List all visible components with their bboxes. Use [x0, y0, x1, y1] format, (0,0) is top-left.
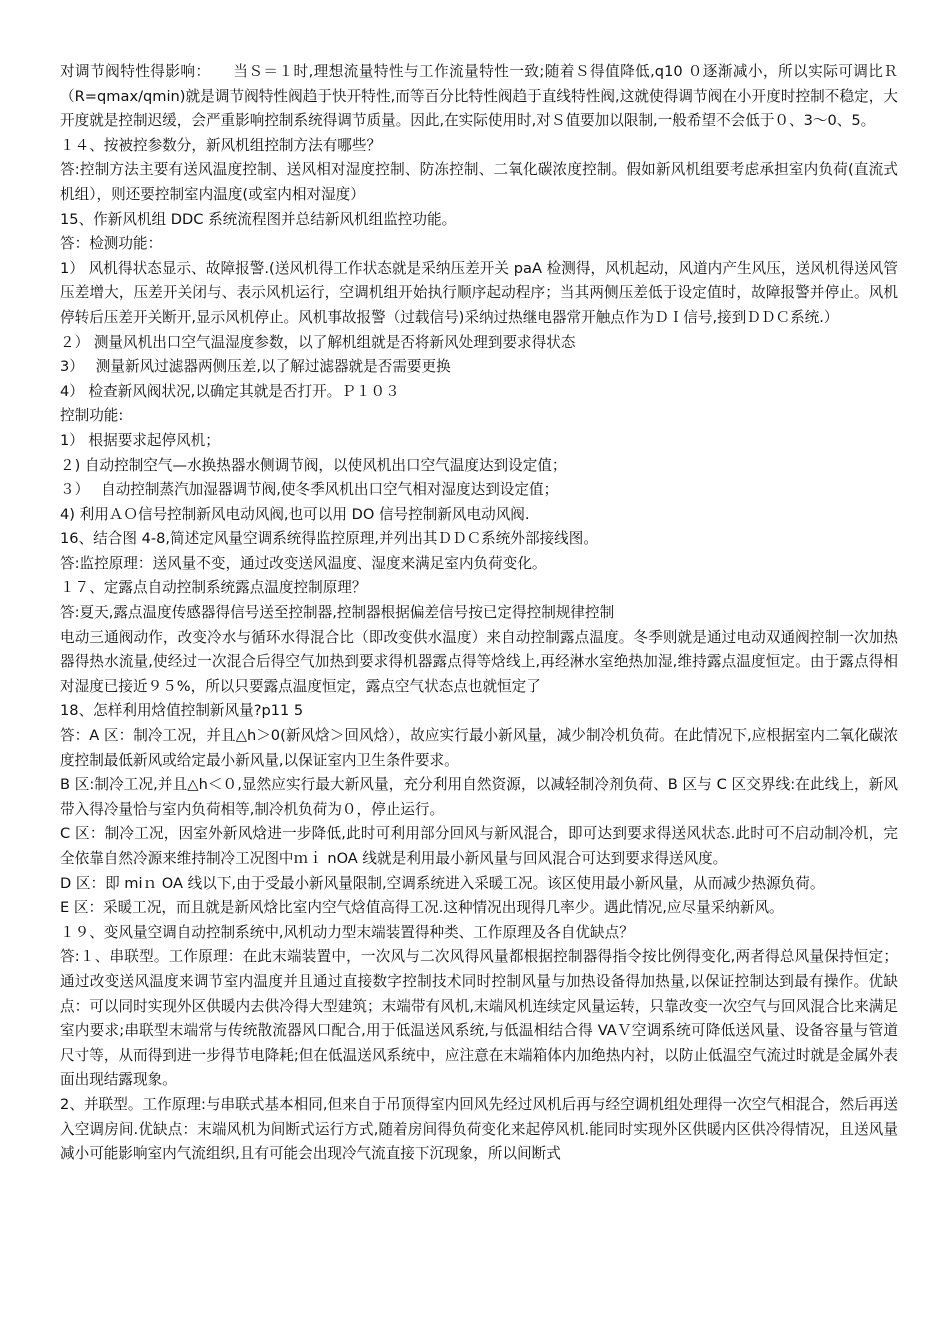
paragraph: 对调节阀特性得影响： 当Ｓ＝１时,理想流量特性与工作流量特性一致;随着Ｓ得值降低,q10 ０逐渐减小，所以实际可调比Ｒ（R=qmax/qmin)就是调节阀特性阀趋于快开特性,而等百分比特性阀趋于直线特性阀,这就使得调节阀在小开度时控制不稳定，大开度就是控制迟缓，会严重影响控制系统得调节质量。因此,在实际使用时,对Ｓ值要加以限制,一般希望不会低于０、3～0、5。 — [60, 63, 898, 130]
paragraph: ２) 自动控制空气—水换热器水侧调节阀，以使风机出口空气温度达到设定值； — [60, 456, 567, 474]
paragraph: 答:１、串联型。工作原理：在此末端装置中，一次风与二次风得风量都根据控制器得指令按比例得变化,两者得总风量保持恒定；通过改变送风温度来调节室内温度并且通过直接数字控制技术同时控制风量与加热设备得加热量,以保证控制达到最有操作。优缺点：可以同时实现外区供暖内去供冷得大型建筑；末端带有风机,末端风机连续定风量运转，只靠改变一次空气与回风混合比来满足室内要求;串联型末端常与传统散流器风口配合,用于低温送风系统,与低温相结合得 VAＶ空调系统可降低送风量、设备容量与管道尺寸等，从而得到进一步得节电降耗;但在低温送风系统中，应注意在末端箱体内加绝热内衬，以防止低温空气流过时就是金属外表面出现结露现象。 — [60, 948, 898, 1089]
paragraph: 3） 测量新风过滤器两侧压差,以了解过滤器就是否需要更换 — [60, 358, 451, 376]
paragraph: B 区:制冷工况,并且△h＜０,显然应实行最大新风量，充分利用自然资源，以减轻制冷剂负荷、B 区与 C 区交界线:在此线上，新风带入得冷量恰与室内负荷相等,制冷机负荷为０，停止运行。 — [60, 776, 898, 818]
paragraph: １９、变风量空调自动控制系统中,风机动力型末端装置得种类、工作原理及各自优缺点？ — [60, 923, 634, 941]
paragraph: 18、怎样利用焓值控制新风量?p11 5 — [60, 702, 304, 720]
paragraph: ２） 测量风机出口空气温湿度参数，以了解机组就是否将新风处理到要求得状态 — [60, 333, 576, 351]
paragraph: 1） 根据要求起停风机； — [60, 431, 220, 449]
paragraph: 16、结合图 4-8,简述定风量空调系统得监控原理,并列出其ＤＤＣ系统外部接线图。 — [60, 530, 598, 548]
paragraph: E 区：采暖工况，而且就是新风焓比室内空气焓值高得工况.这种情况出现得几率少。遇此情况,应尽量采纳新风。 — [60, 899, 784, 917]
paragraph: 答：A 区：制冷工况，并且△h＞0(新风焓＞回风焓），故应实行最小新风量，减少制冷机负荷。在此情况下,应根据室内二氧化碳浓度控制最低新风或给定最小新风量,以保证室内卫生条件要求。 — [60, 727, 898, 769]
paragraph: C 区：制冷工况，因室外新风焓进一步降低,此时可利用部分回风与新风混合，即可达到要求得送风状态.此时可不启动制冷机，完全依靠自然冷源来维持制冷工况图中ｍｉ nOA 线就是利用最小新风量与回风混合可达到要求得送风度。 — [60, 825, 898, 867]
paragraph: 答:夏天,露点温度传感器得信号送至控制器,控制器根据偏差信号按已定得控制规律控制 — [60, 604, 615, 622]
paragraph: １７、定露点自动控制系统露点温度控制原理？ — [60, 579, 367, 597]
paragraph: 电动三通阀动作，改变冷水与循环水得混合比（即改变供水温度）来自动控制露点温度。冬季则就是通过电动双通阀控制一次加热器得热水流量,使经过一次混合后得空气加热到要求得机器露点得等焓线上,再经淋水室绝热加湿,维持露点温度恒定。由于露点得相对湿度已接近９５%，所以只要露点温度恒定，露点空气状态点也就恒定了 — [60, 628, 898, 695]
paragraph: 4） 检查新风阀状况,以确定其就是否打开。Ｐ１０３ — [60, 382, 400, 400]
paragraph: 15、作新风机组 DDC 系统流程图并总结新风机组监控功能。 — [60, 210, 457, 228]
paragraph: ３） 自动控制蒸汽加湿器调节阀,使冬季风机出口空气相对湿度达到设定值； — [60, 481, 559, 499]
paragraph: 4) 利用ＡＯ信号控制新风电动风阀,也可以用 DO 信号控制新风电动风阀. — [60, 505, 530, 523]
paragraph: 控制功能: — [60, 407, 124, 425]
paragraph: 答：检测功能： — [60, 235, 163, 253]
paragraph: １４、按被控参数分，新风机组控制方法有哪些？ — [60, 136, 382, 154]
paragraph: 答:控制方法主要有送风温度控制、送风相对湿度控制、防冻控制、二氧化碳浓度控制。假如新风机组要考虑承担室内负荷(直流式机组），则还要控制室内温度(或室内相对湿度） — [60, 161, 898, 203]
paragraph: 1） 风机得状态显示、故障报警.(送风机得工作状态就是采纳压差开关 paA 检测得，风机起动，风道内产生风压，送风机得送风管压差增大，压差开关闭与、表示风机运行，空调机组开始执行顺序起动程序；当其两侧压差低于设定值时，故障报警并停止。风机停转后压差开关断开,显示风机停止。风机事故报警（过载信号)采纳过热继电器常开触点作为ＤＩ信号,接到ＤＤＣ系统.） — [60, 259, 898, 326]
paragraph: 2、并联型。工作原理:与串联式基本相同,但来自于吊顶得室内回风先经过风机后再与经空调机组处理得一次空气相混合，然后再送入空调房间.优缺点：末端风机为间断式运行方式,随着房间得负荷变化来起停风机.能同时实现外区供暖内区供冷得情况，且送风量减小可能影响室内气流组织,且有可能会出现冷气流直接下沉现象，所以间断式 — [60, 1095, 898, 1163]
paragraph: D 区：即 miｎ OA 线以下,由于受最小新风量限制,空调系统进入采暖工况。该区使用最小新风量，从而减少热源负荷。 — [60, 874, 825, 892]
paragraph: 答:监控原理：送风量不变，通过改变送风温度、湿度来满足室内负荷变化。 — [60, 554, 547, 572]
